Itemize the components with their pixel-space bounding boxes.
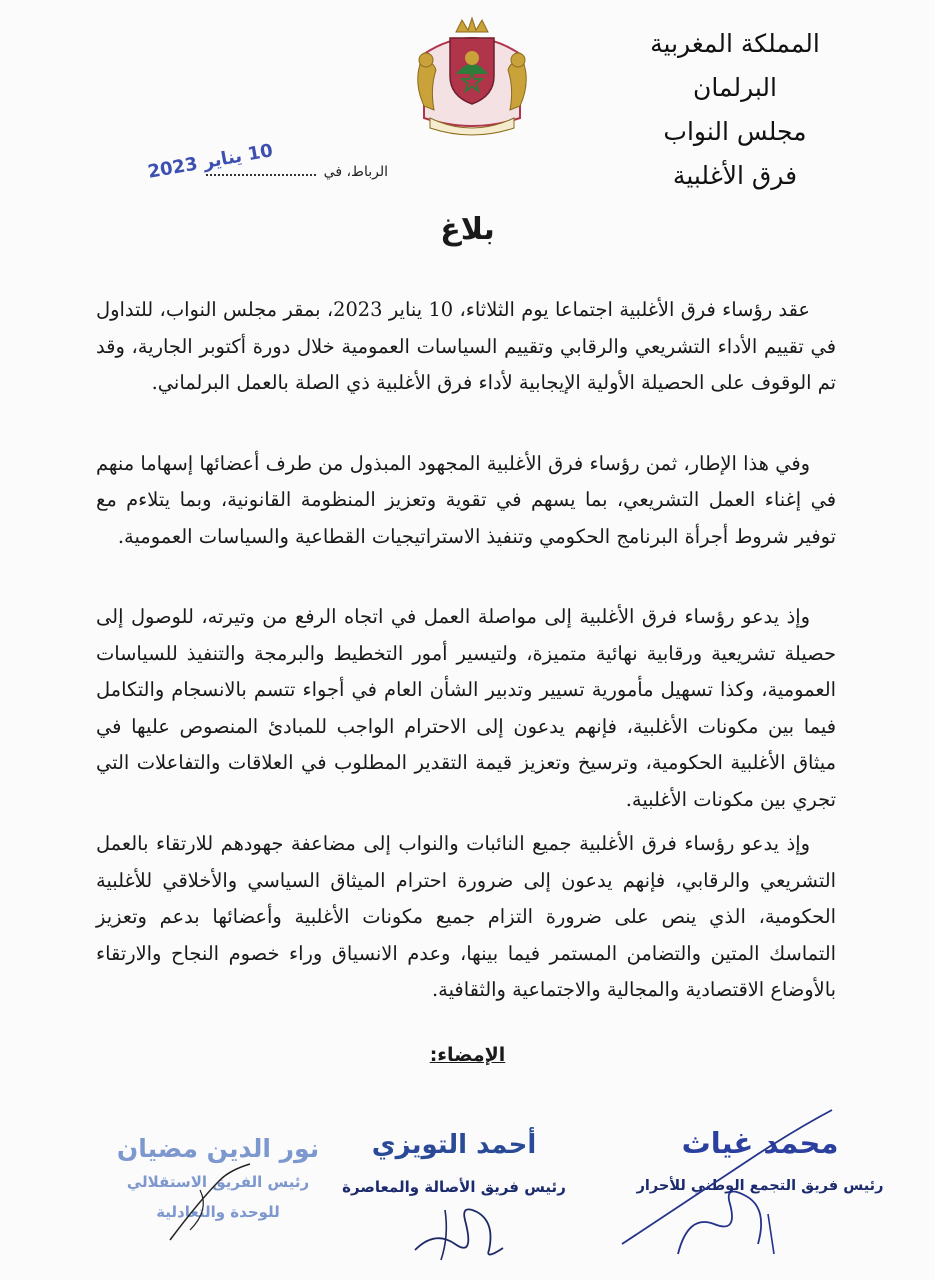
signature-block-istiqlal [98, 1134, 338, 1223]
coat-of-arms-emblem [410, 14, 534, 142]
header-line-parliament: البرلمان [693, 73, 777, 102]
paragraph-call-to-continue: وإذ يدعو رؤساء فرق الأغلبية إلى مواصلة العمل في اتجاه الرفع من وتيرته، للوصول إلى حصيلة تشريعية ورقابية نهائية متميزة، ولتيسير أمور التخطيط والبرمجة والتنفيذ للسياسات العمومية، وكذا تسهيل مأمورية تسيير وتدبير الشأن العام في أجواء تتسم بالانسجام والتكامل فيما بين مكونات الأغلبية، فإنهم يدعون إلى الاحترام الواجب للمبادئ المنصوص عليها في ميثاق الأغلبية الحكومية، وترسيخ وتعزيز قيمة التقدير المطلوب في العلاقات والتفاعلات التي تجري بين مكونات الأغلبية. [96, 605, 836, 811]
document-body [96, 292, 836, 1053]
date-stamp: 10 يناير 2023 [146, 140, 275, 183]
signatory-name: أحمد التويزي [371, 1130, 537, 1160]
paragraph-appreciation: وفي هذا الإطار، ثمن رؤساء فرق الأغلبية المجهود المبذول من طرف أعضائها إسهاما منهم في إغناء العمل التشريعي، بما يسهم في تقوية وتعزيز المنظومة القانونية، وبما يتلاءم مع توفير شروط أجرأة البرنامج الحكومي وتنفيذ الاستراتيجيات القطاعية والسياسات العمومية. [96, 451, 836, 548]
date-dotted-field [206, 174, 316, 176]
header-line-majority-groups: فرق الأغلبية [672, 161, 798, 190]
header-line-kingdom: المملكة المغربية [650, 29, 820, 58]
paragraph-call-to-deputies: وإذ يدعو رؤساء فرق الأغلبية جميع النائبات والنواب إلى مضاعفة جهودهم للارتقاء بالعمل التشريعي والرقابي، فإنهم يدعون إلى ضرورة احترام الميثاق السياسي والأخلاقي للأغلبية الحكومية، الذي ينص على ضرورة التزام جميع مكونات الأغلبية وأعضائها بدعم وتعزيز التماسك المتين والتضامن المستمر فيما بينها، وعدم الانسياق وراء خصوم النجاح والارتقاء بالأوضاع الاقتصادية والمجالية والاجتماعية والثقافية. [96, 832, 836, 1001]
signatory-role: رئيس فريق الأصالة والمعاصرة [342, 1178, 566, 1196]
date-label: الرباط، في [323, 164, 388, 180]
header-line-house: مجلس النواب [663, 117, 807, 146]
date-line [146, 140, 388, 200]
document-title: بلاغ [440, 212, 495, 247]
signature-block-authenticity-modernity [334, 1130, 574, 1196]
signature-block-rni [630, 1126, 890, 1194]
signatory-name: نور الدين مضيان [116, 1134, 320, 1163]
handwritten-signature-icon [405, 1200, 515, 1264]
paragraph-meeting: عقد رؤساء فرق الأغلبية اجتماعا يوم الثلاثاء، 10 يناير 2023، بمقر مجلس النواب، للتداول في تقييم الأداء التشريعي والرقابي وتقييم السياسات العمومية خلال دورة أكتوبر الجارية، وقد تم الوقوف على الحصيلة الأولية الإيجابية لأداء فرق الأغلبية ذي الصلة بالعمل البرلماني. [96, 298, 836, 394]
institution-header [635, 22, 835, 198]
signatory-role: رئيس الفريق الاستقلالي [126, 1173, 310, 1191]
signatory-role: رئيس فريق التجمع الوطني للأحرار [636, 1178, 884, 1194]
signatory-name: محمد غياث [681, 1126, 839, 1160]
signatures-label: الإمضاء: [429, 1044, 506, 1066]
signatory-role-continued: للوحدة والتعادلية [156, 1203, 280, 1221]
